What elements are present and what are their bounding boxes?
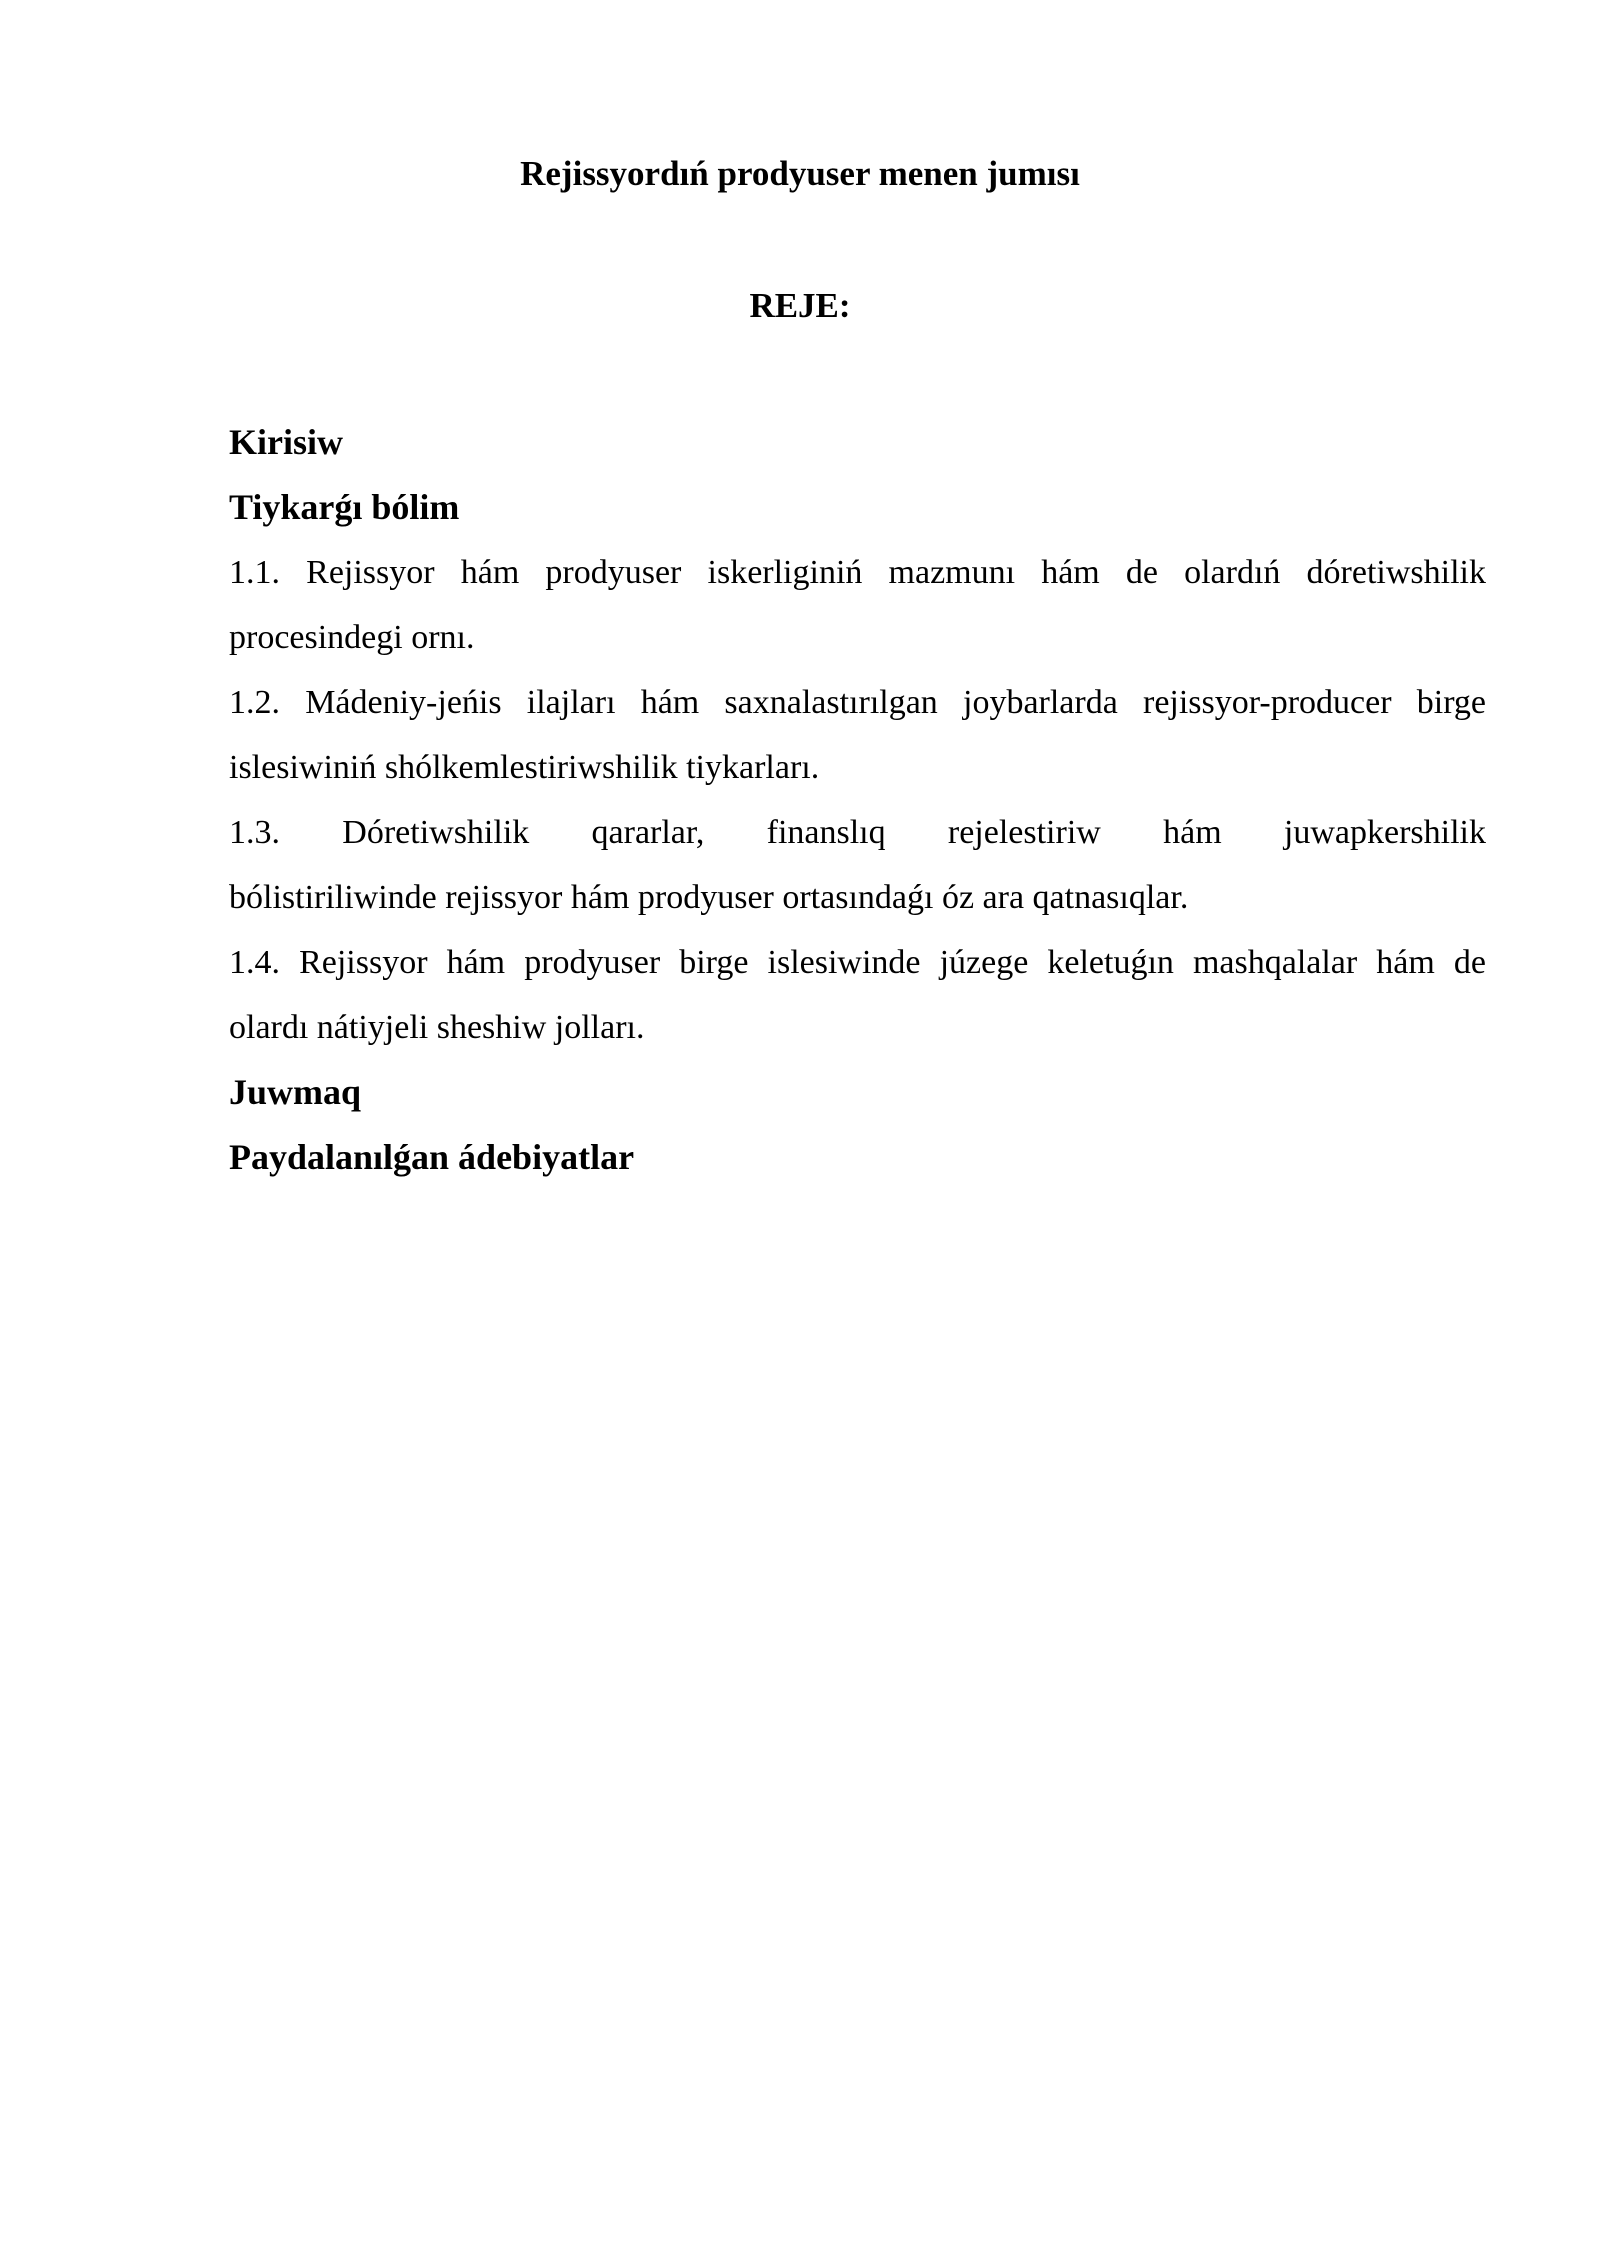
- section-conclusion: Juwmaq: [229, 1072, 362, 1112]
- plan-item-1-3-line-2: bólistiriliwinde rejissyor hám prodyuser ortasındaǵı óz ara qatnasıqlar.: [229, 879, 1189, 916]
- plan-item-1-4-line-2: olardı nátiyjeli sheshiw jolları.: [229, 1009, 645, 1046]
- plan-item-1-4-line-1: 1.4. Rejissyor hám prodyuser birge islesiwinde júzege keletuǵın mashqalalar hám de: [229, 944, 1486, 981]
- section-intro: Kirisiw: [229, 422, 343, 462]
- plan-heading: REJE:: [749, 286, 851, 325]
- section-references: Paydalanılǵan ádebiyatlar: [229, 1137, 635, 1177]
- plan-item-1-1-line-1: 1.1. Rejissyor hám prodyuser iskerliginiń mazmunı hám de olardıń dóretiwshilik: [229, 554, 1486, 591]
- plan-item-1-3-line-1: 1.3. Dóretiwshilik qararlar, finanslıq rejelestiriw hám juwapkershilik: [229, 814, 1486, 851]
- plan-item-1-1-line-2: procesindegi ornı.: [229, 619, 475, 656]
- plan-list: [229, 410, 1486, 1190]
- section-main-part: Tiykarǵı bólim: [229, 487, 460, 527]
- plan-item-1-2-line-1: 1.2. Mádeniy-jeńis ilajları hám saxnalastırılgan joybarlarda rejissyor-producer birge: [229, 684, 1486, 721]
- document-title: Rejissyordıń prodyuser menen jumısı: [520, 154, 1080, 193]
- plan-item-1-2-line-2: islesiwiniń shólkemlestiriwshilik tiykarları.: [229, 749, 820, 786]
